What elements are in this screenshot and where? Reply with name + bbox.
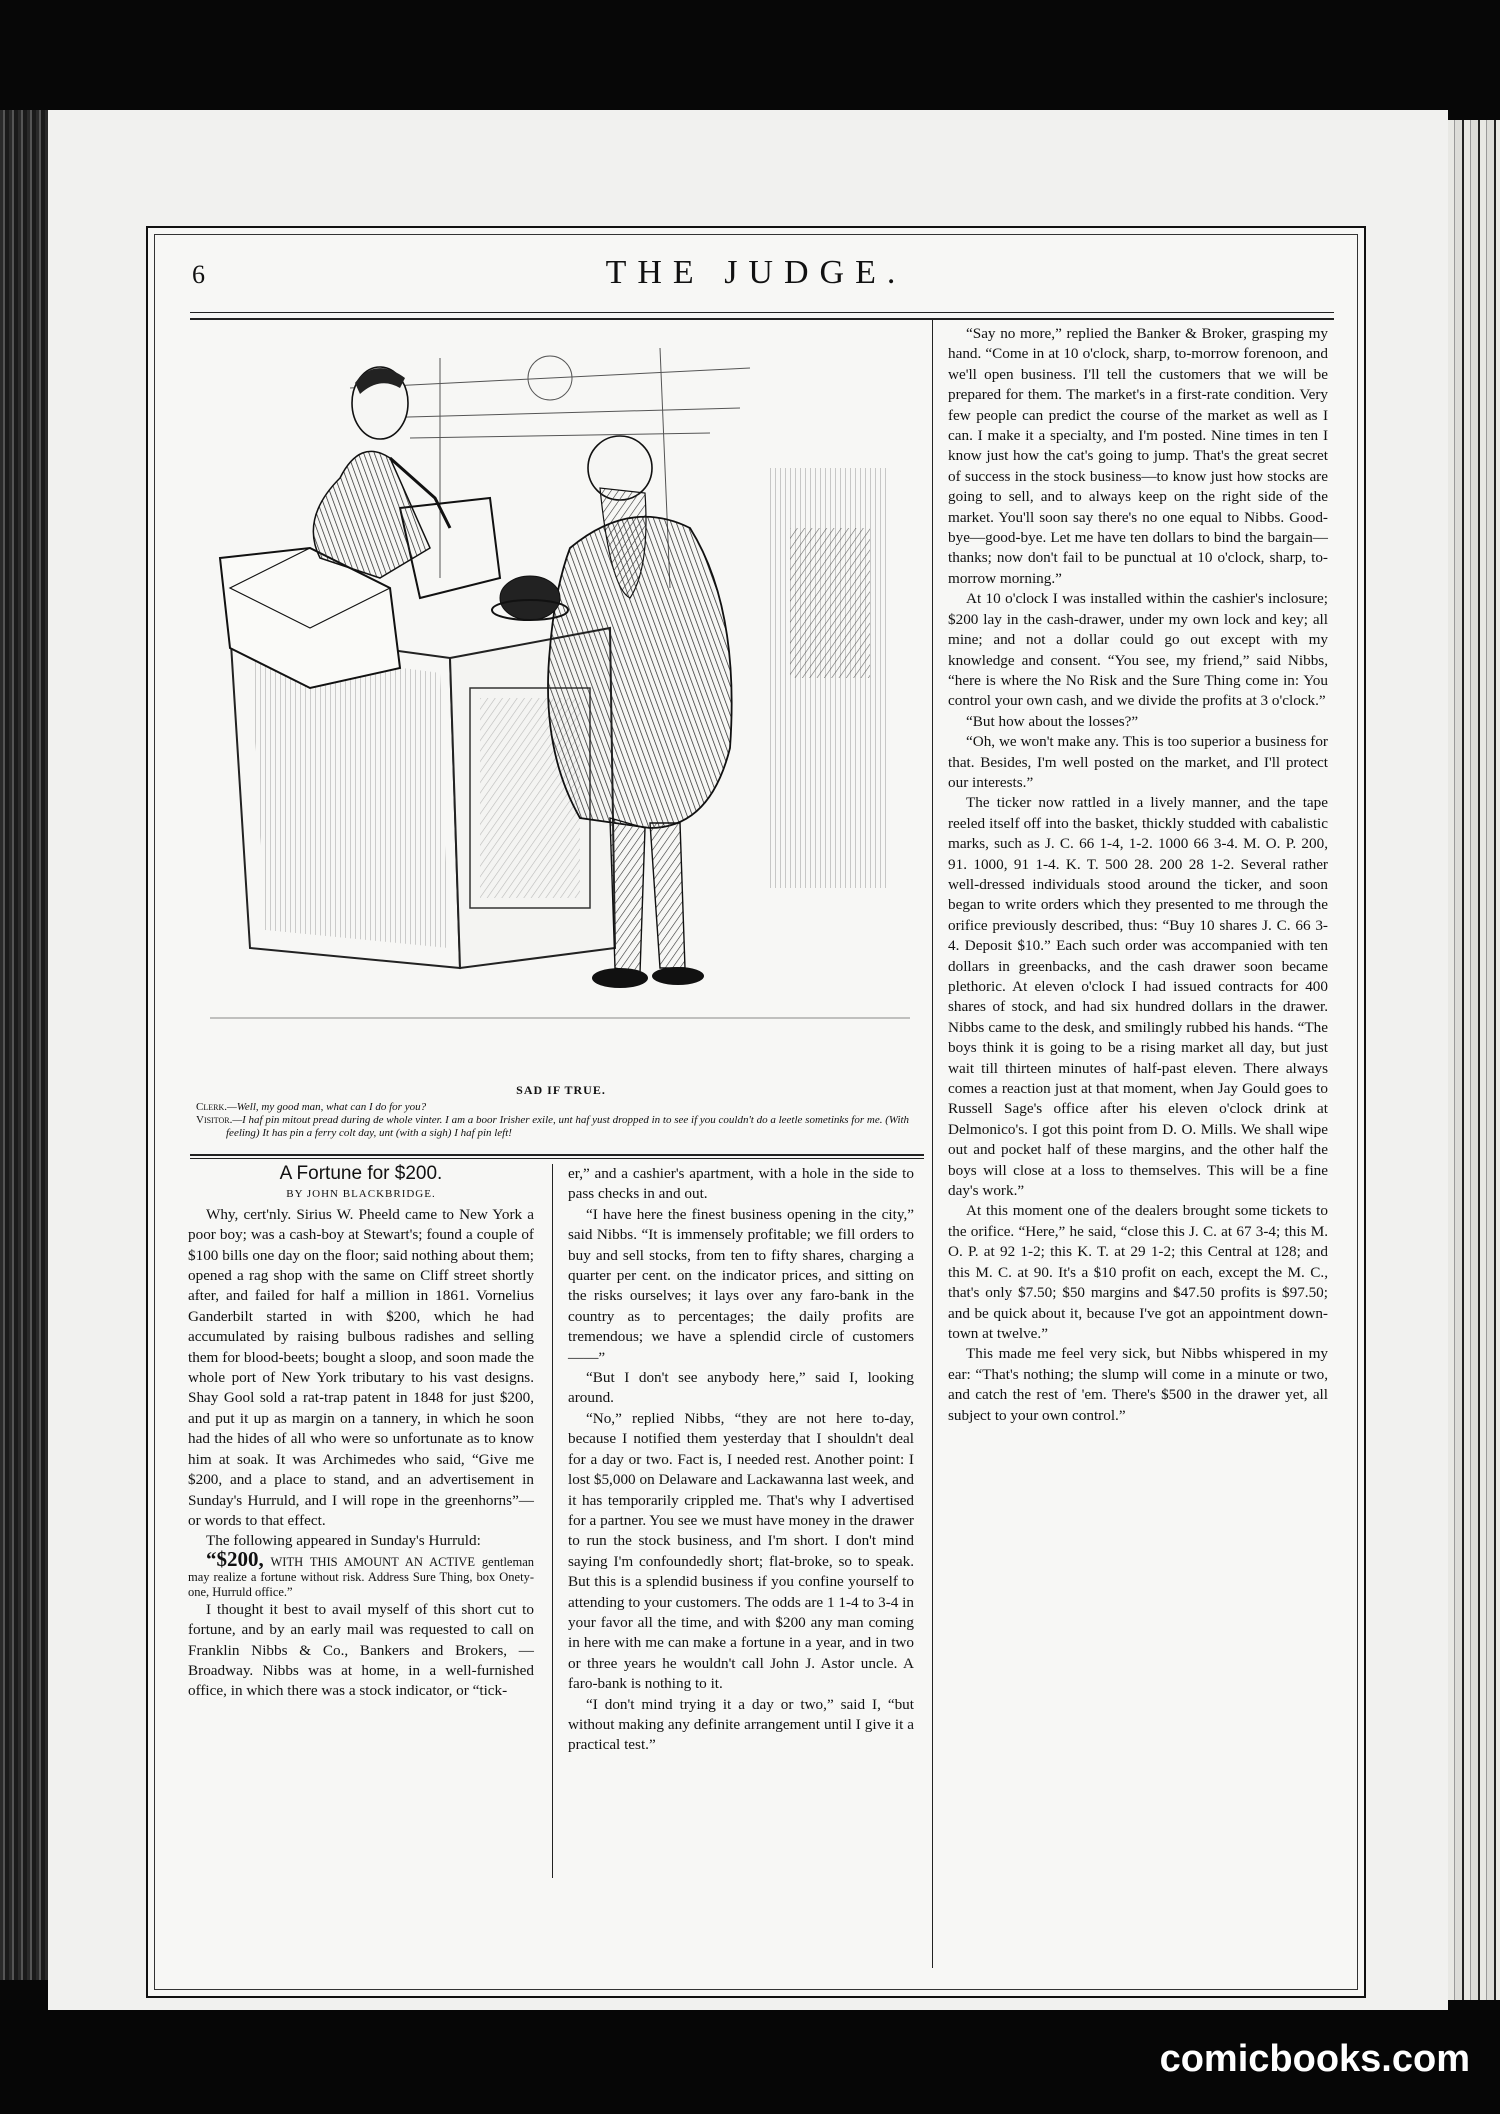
article-column-2 xyxy=(568,1164,914,1756)
article-column-3 xyxy=(948,324,1328,1426)
article-column-1 xyxy=(188,1164,534,1702)
header-rule xyxy=(190,312,1334,313)
page-number: 6 xyxy=(192,260,205,289)
paragraph: At 10 o'clock I was installed within the cashier's inclosure; $200 lay in the cash-drawer, under my own lock and key; all mine; and not a dollar could go out except with my knowledge and consent. “You see, my friend,” said Nibbs, “here is where the No Risk and the Sure Thing come in: You control your own cash, and we divide the profits at 3 o'clock.” xyxy=(948,590,1328,710)
paragraph: “Oh, we won't make any. This is too superior a business for that. Besides, I'm well posted on the market, and I'll protect our interests.” xyxy=(948,733,1328,791)
paragraph: The following appeared in Sunday's Hurruld: xyxy=(206,1532,481,1550)
column-rule-2 xyxy=(932,318,933,1968)
ad-amount: “$200, xyxy=(206,1546,264,1571)
story-byline: BY JOHN BLACKBRIDGE. xyxy=(286,1188,436,1201)
masthead: THE JUDGE. xyxy=(605,254,907,291)
illustration-caption xyxy=(196,1084,926,1140)
cartoon-illustration xyxy=(190,328,924,1052)
section-rule xyxy=(190,1154,924,1156)
paragraph: “I don't mind trying it a day or two,” said I, “but without making any definite arrangement until I give it a practical test.” xyxy=(568,1695,914,1754)
caption-visitor: Visitor.—I haf pin mitout pread during de whole vinter. I am a boor Irisher exile, unt haf yust dropped in to see if you couldn't do a leetle sometinks for me. (With feeling) It has pin a ferry colt day, unt (with a sigh) I haf pin left! xyxy=(196,1114,910,1139)
classified-ad xyxy=(188,1546,534,1600)
caption-title: SAD IF TRUE. xyxy=(516,1083,606,1097)
paragraph: The ticker now rattled in a lively manner, and the tape reeled itself off into the basket, thickly studded with cabalistic marks, such as J. C. 66 1-4, 1-2. 1000 66 3-4. M. O. P. 200, 91. 1000, 91 1-4. K. T. 500 28. 200 28 1-2. Several rather well-dressed individuals stood around the ticker, and soon began to write orders which they presented to me through the orifice previously described, thus: “Buy 10 shares J. C. 66 3-4. Deposit $10.” Each such order was accompanied with ten dollars in greenbacks, and the cash drawer soon became plethoric. At eleven o'clock I had issued contracts for 400 shares of stock, and had six hundred dollars in the drawer. Nibbs came to the desk, and smilingly rubbed his hands. “The boys think it is going to be a rising market all day, but just wait till thirteen minutes of half-past eleven. There always comes a reaction just at that moment, when Jay Gould goes to Russell Sage's office after his eleven o'clock drink at Delmonico's. I got this point from D. O. Mills. We shall wipe out and pocket half of these margins, and the other half the boys will close at a loss to themselves. This will be a fine day's work.” xyxy=(948,794,1328,1200)
header-rule-thick xyxy=(190,318,1334,320)
paragraph: “But how about the losses?” xyxy=(966,712,1139,730)
site-watermark: comicbooks.com xyxy=(1159,2038,1470,2080)
paragraph: Why, cert'nly. Sirius W. Pheeld came to New York a poor boy; was a cash-boy at Stewart's; found a couple of $100 bills one day on the floor; said nothing about them; opened a rag shop with the same on Cliff street shortly after, and failed for half a million in 1861. Vornelius Ganderbilt started in with $200, which he had accumulated by raising bulbous radishes and selling them for blood-beets; bought a sloop, and soon made the whole port of New York tributary to his vast designs. Shay Gool sold a rat-trap patent in 1848 for just $200, and put it up as margin on a tannery, in which he soon had the hides of all who were so unfortunate as to know him at soak. It was Archimedes who said, “Give me $200, and a place to stand, and an advertisement in Sunday's Hurruld, and I will rope in the greenhorns”—or words to that effect. xyxy=(188,1205,534,1529)
story-title: A Fortune for $200. xyxy=(279,1163,443,1184)
paragraph: At this moment one of the dealers brought some tickets to the orifice. “Here,” he said, “close this J. C. at 67 3-4; this M. O. P. at 92 1-2; this K. T. at 29 1-2; this Central at 128; and this M. C. at 90. It's a $10 profit on each, except the M. C., that's only $7.50; $50 margins and $47.50 profits is $97.50; and be quick about it, because I've got an appointment down-town at twelve.” xyxy=(948,1202,1328,1342)
page-frame xyxy=(146,226,1366,1998)
paragraph: “But I don't see anybody here,” said I, looking around. xyxy=(568,1369,914,1407)
paragraph: er,” and a cashier's apartment, with a hole in the side to pass checks in and out. xyxy=(568,1165,914,1203)
paragraph: This made me feel very sick, but Nibbs whispered in my ear: “That's nothing; the slump will come in a minute or two, and catch the rest of 'em. There's $500 in the drawer yet, all subject to your own control.” xyxy=(948,1345,1328,1424)
page-edges xyxy=(1448,120,1500,2000)
ad-text: WITH THIS AMOUNT AN ACTIVE gentleman may realize a fortune without risk. Address Sure Thing, box Onety-one, Hurruld office.” xyxy=(188,1554,534,1599)
paragraph: “No,” replied Nibbs, “they are not here to-day, because I notified them yesterday that I shouldn't deal for a day or two. Fact is, I needed rest. Another point: I lost $5,000 on Delaware and Lackawanna last week, and it has temporarily crippled me. That's why I advertised for a partner. You see we must have money in the drawer to run the stock business, and I'm short. I don't mind saying I'm confoundedly short; flat-broke, so to speak. But this is a splendid business if you confine yourself to attending to your customers. The odds are 1 1-4 to 3-4 in your favor all the time, and with $200 any man coming in here with me can make a fortune in a year, and in two or three years he wouldn't call John J. Astor uncle. A faro-bank is nothing to it. xyxy=(568,1409,914,1693)
speaker-visitor: Visitor. xyxy=(196,1114,233,1126)
column-rule-1 xyxy=(552,1164,553,1878)
paragraph: “I have here the finest business opening in the city,” said Nibbs. “It is immensely profitable; we fill orders to buy and sell stocks, from ten to fifty shares, charging a quarter per cent. on the indicator prices, and sitting on the risks ourselves; it lays over any faro-bank in the country as to percentages; the daily profits are tremendous; we have a splendid circle of customers——” xyxy=(568,1205,914,1366)
speaker-clerk: Clerk. xyxy=(196,1101,227,1113)
paragraph: I thought it best to avail myself of this short cut to fortune, and by an early mail was requested to call on Franklin Nibbs & Co., Bankers and Brokers, — Broadway. Nibbs was at home, in a well-furnished office, in which there was a stock indicator, or “tick- xyxy=(188,1600,534,1700)
caption-clerk: Clerk.—Well, my good man, what can I do for you? xyxy=(196,1101,427,1113)
book-spine xyxy=(0,110,48,1980)
paragraph: “Say no more,” replied the Banker & Broker, grasping my hand. “Come in at 10 o'clock, sharp, to-morrow forenoon, and we'll open business. I'll tell the customers that we will be prepared for them. The market's in a first-rate condition. Very few people can predict the course of the market as well as I can. I make it a specialty, and I'm posted. Nine times in ten I know just how the cat's going to jump. That's the great secret of success in the stock business—to know just how stocks are going to sell, and to always keep on the right side of the market. You'll soon say there's no one equal to Nibbs. Good-bye—good-bye. Let me have ten dollars to bind the bargain—thanks; now don't fail to be punctual at 10 o'clock, sharp, to-morrow morning.” xyxy=(948,325,1328,587)
